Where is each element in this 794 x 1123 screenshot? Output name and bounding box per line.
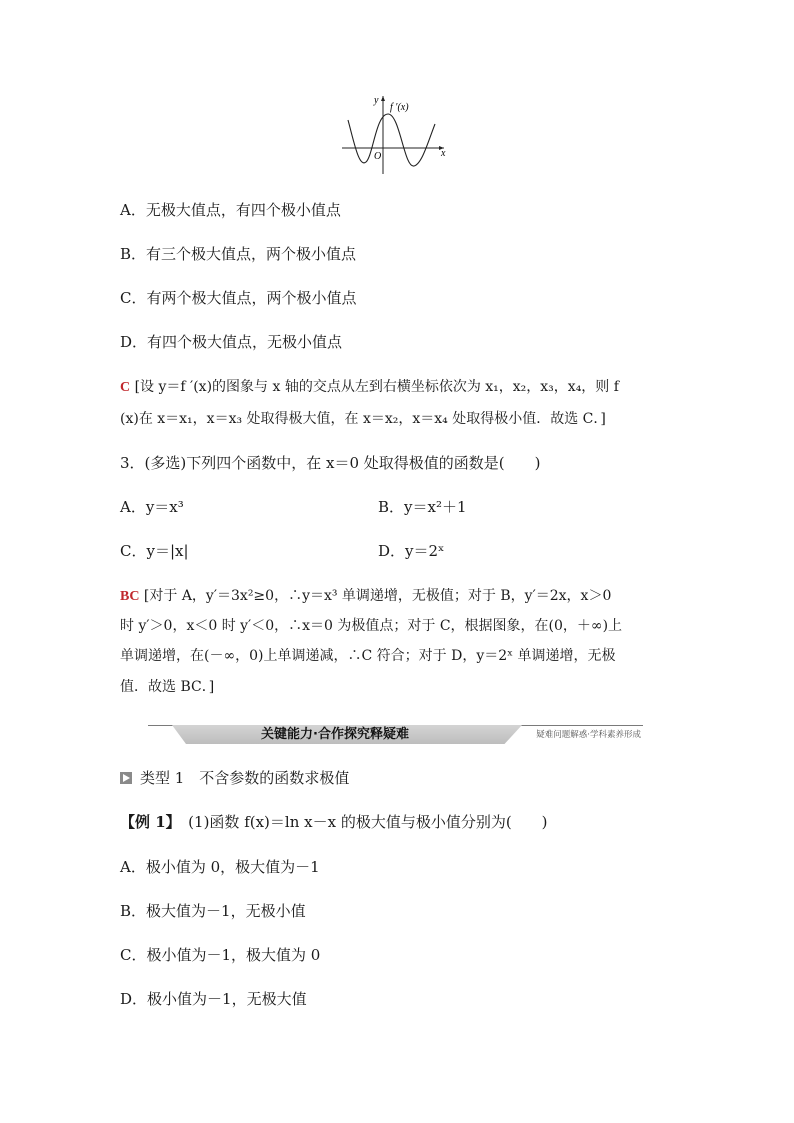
q3-explanation-line-4: 值．故选 BC．] bbox=[120, 679, 215, 695]
y-axis-label: y bbox=[374, 95, 379, 106]
example1-option-a: A．极小值为 0，极大值为－1 bbox=[120, 858, 320, 876]
derivative-curve bbox=[348, 114, 435, 166]
q3-explanation-text-1: [对于 A，y′＝3x²≥0，∴y＝x³ 单调递增，无极值；对于 B，y′＝2x，x＞0 bbox=[139, 588, 612, 604]
q2-option-d: D．有四个极大值点，无极小值点 bbox=[120, 333, 343, 351]
derivative-graph bbox=[338, 92, 448, 174]
example1-option-c: C．极小值为－1，极大值为 0 bbox=[120, 946, 321, 964]
type-heading-text: 类型 1 不含参数的函数求极值 bbox=[140, 769, 350, 787]
q2-option-a: A．无极大值点，有四个极小值点 bbox=[120, 201, 341, 219]
q3-option-c: C．y＝|x| bbox=[120, 542, 189, 560]
q2-option-c: C．有两个极大值点，两个极小值点 bbox=[120, 289, 357, 307]
q3-answer-letter: BC bbox=[120, 589, 140, 604]
q2-explanation-line-2: (x)在 x＝x₁，x＝x₃ 处取得极大值，在 x＝x₂，x＝x₄ 处取得极小值．故选 C．] bbox=[120, 411, 606, 427]
example1-stem bbox=[120, 812, 548, 832]
q3-stem: 3．(多选)下列四个函数中，在 x＝0 处取得极值的函数是( ) bbox=[120, 454, 541, 472]
q3-option-a: A．y＝x³ bbox=[120, 498, 184, 516]
banner-subtitle: 疑难问题解惑·学科素养形成 bbox=[536, 730, 641, 740]
q3-option-d: D．y＝2ˣ bbox=[378, 542, 445, 560]
banner-title: 关键能力·合作探究释疑难 bbox=[261, 727, 409, 742]
curve-label: f ′(x) bbox=[390, 102, 409, 113]
q2-explanation-line-1 bbox=[120, 377, 619, 398]
example1-option-b: B．极大值为－1，无极小值 bbox=[120, 902, 306, 920]
q2-option-b: B．有三个极大值点，两个极小值点 bbox=[120, 245, 357, 263]
q3-option-b: B．y＝x²＋1 bbox=[378, 498, 467, 516]
origin-label: O bbox=[374, 151, 382, 162]
example1-option-d: D．极小值为－1，无极大值 bbox=[120, 990, 307, 1008]
play-triangle-icon bbox=[120, 772, 132, 784]
q2-explanation-text-1: [设 y＝f ′(x)的图象与 x 轴的交点从左到右横坐标依次为 x₁，x₂，x₃，x₄，则 f bbox=[130, 379, 619, 395]
type-heading bbox=[120, 768, 349, 788]
section-banner bbox=[148, 720, 643, 746]
q2-answer-letter: C bbox=[120, 380, 131, 395]
q3-explanation-line-3: 单调递增，在(－∞，0)上单调递减，∴C 符合；对于 D，y＝2ˣ 单调递增，无极 bbox=[120, 648, 616, 664]
example1-stem-text: (1)函数 f(x)＝ln x－x 的极大值与极小值分别为( ) bbox=[173, 813, 548, 831]
y-axis-arrow bbox=[381, 96, 385, 101]
example1-label: 【例 1】 bbox=[120, 813, 174, 831]
x-axis-label: x bbox=[441, 148, 446, 159]
q3-explanation-line-1 bbox=[120, 586, 611, 607]
q3-explanation-line-2: 时 y′＞0，x＜0 时 y′＜0，∴x＝0 为极值点；对于 C，根据图象，在(0，＋∞)上 bbox=[120, 618, 623, 634]
